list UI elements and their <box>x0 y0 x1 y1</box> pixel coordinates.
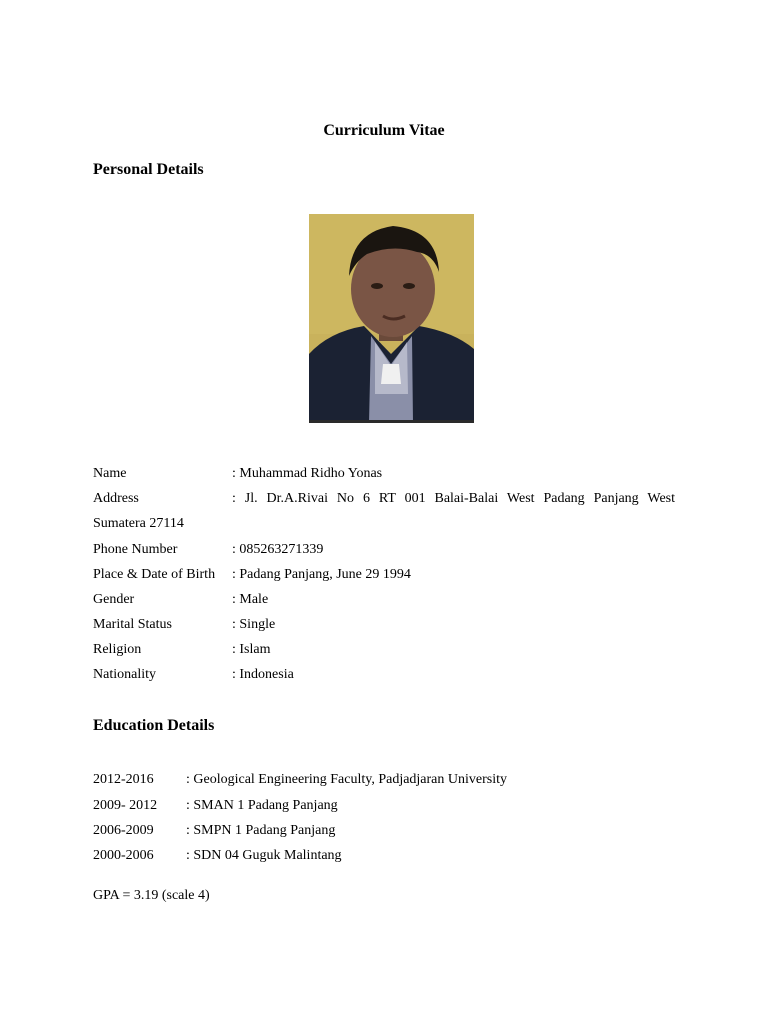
education-school: : SMPN 1 Padang Panjang <box>186 823 336 838</box>
personal-details-heading: Personal Details <box>93 161 204 178</box>
address-value: : Jl. Dr.A.Rivai No 6 RT 001 Balai-Balai West Padang Panjang West <box>232 491 675 506</box>
marital-row <box>93 612 678 637</box>
phone-value: : 085263271339 <box>232 542 324 557</box>
education-years: 2009- 2012 <box>93 798 158 813</box>
nationality-row <box>93 662 678 687</box>
gender-row <box>93 587 678 612</box>
education-years: 2006-2009 <box>93 823 154 838</box>
nationality-label: Nationality <box>93 667 156 682</box>
education-school: : Geological Engineering Faculty, Padjadjaran University <box>186 772 508 787</box>
phone-label: Phone Number <box>93 542 178 557</box>
gender-value: : Male <box>232 592 269 607</box>
name-label: Name <box>93 466 127 481</box>
marital-value: : Single <box>232 617 276 632</box>
portrait-photo-icon <box>309 214 474 423</box>
religion-value: : Islam <box>232 642 271 657</box>
portrait-photo <box>309 214 474 423</box>
education-years: 2000-2006 <box>93 848 154 863</box>
document-title: Curriculum Vitae <box>323 122 445 139</box>
address-label: Address <box>93 491 139 506</box>
education-years: 2012-2016 <box>93 772 154 787</box>
nationality-value: : Indonesia <box>232 667 294 682</box>
address-value-continued: Sumatera 27114 <box>93 516 184 531</box>
birth-row <box>93 562 678 587</box>
name-row <box>93 461 678 486</box>
gender-label: Gender <box>93 592 135 607</box>
education-school: : SMAN 1 Padang Panjang <box>186 798 338 813</box>
religion-row <box>93 637 678 662</box>
address-row <box>93 486 675 536</box>
education-details-heading: Education Details <box>93 717 215 734</box>
phone-row <box>93 537 678 562</box>
gpa-text: GPA = 3.19 (scale 4) <box>93 888 210 903</box>
birth-label: Place & Date of Birth <box>93 567 216 582</box>
name-value: : Muhammad Ridho Yonas <box>232 466 383 481</box>
marital-label: Marital Status <box>93 617 172 632</box>
birth-value: : Padang Panjang, June 29 1994 <box>232 567 411 582</box>
education-school: : SDN 04 Guguk Malintang <box>186 848 342 863</box>
religion-label: Religion <box>93 642 142 657</box>
